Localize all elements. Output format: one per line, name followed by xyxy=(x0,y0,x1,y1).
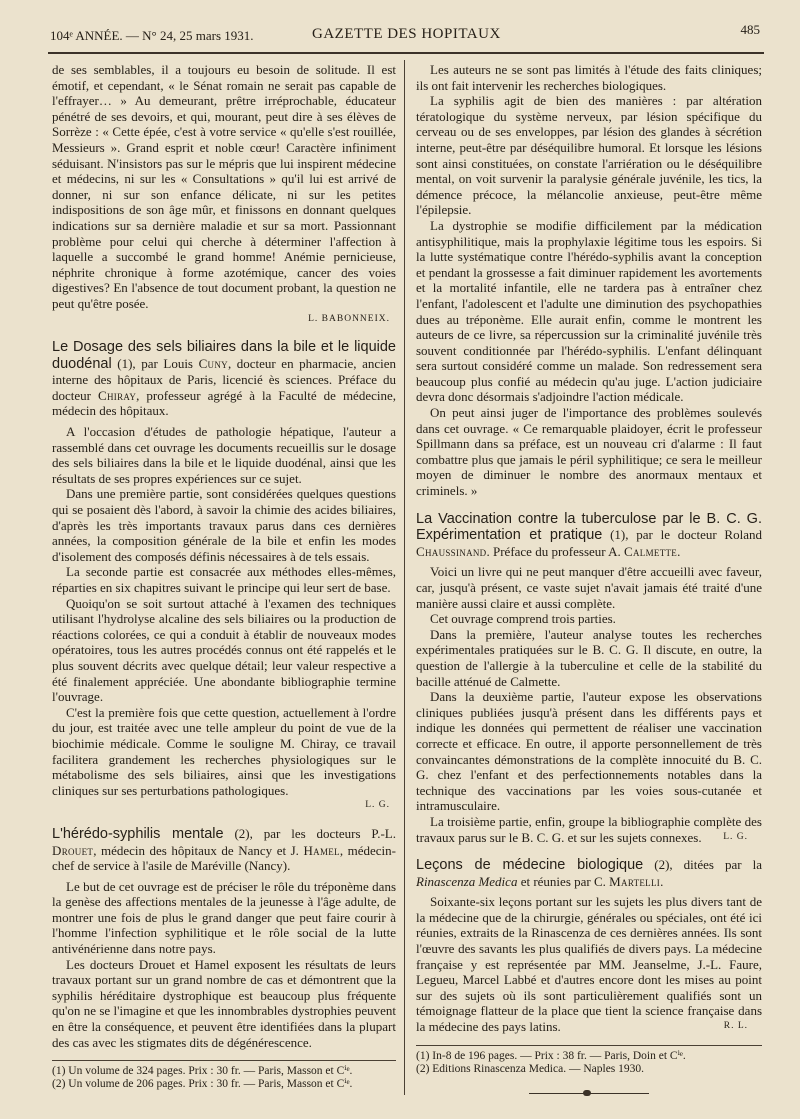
drouet-title: L'hérédo-syphilis mentale xyxy=(52,825,224,842)
martelli-review-heading xyxy=(416,857,762,889)
chaussinand-review-heading xyxy=(416,511,762,560)
drouet-ref: (2), par les docteurs P.-L. xyxy=(223,825,396,841)
chaussinand-paragraph-5 xyxy=(416,814,762,845)
issue-info: 104ᵉ ANNÉE. — N° 24, 25 mars 1931. xyxy=(50,28,254,43)
chaussinand-ref: (1), par le docteur Roland xyxy=(602,527,762,543)
chaussinand-paragraph-1: Voici un livre qui ne peut manquer d'être accueilli avec faveur, car, jusqu'à présent, ce vaste sujet n'avait jamais été traité d'une manière aussi claire et aussi complète. xyxy=(416,564,762,611)
martelli-paragraph-1-text: Soixante-six leçons portant sur les sujets les plus divers tant de la médecine que de la chirurgie, générales ou spéciales, ont été ici réunies, extraits de la Rinascenza de ces dernières années. Ils sont l'œuvre des savants les plus qualifiés de divers pays. La médecine française y est représentée par MM. Jeanselme, J.-L. Faure, Legueu, Marcel Labbé et d'autres encore dont les mises au point sur des sujets où ils sont particulièrement qualifiés sont un témoignage flatteur de la place que tient la science française dans la médecine des pays latins. xyxy=(416,894,762,1035)
footnote-right-1: (1) In-8 de 196 pages. — Prix : 38 fr. — Paris, Doin et Cⁱᵉ. xyxy=(416,1049,686,1062)
martelli-byline-end: . xyxy=(660,873,664,889)
footnote-right-2: (2) Editions Rinascenza Medica. — Naples 1930. xyxy=(416,1062,645,1075)
chaussinand-paragraph-4: Dans la deuxième partie, l'auteur expose les observations cliniques publiées jusqu'à présent dans les différents pays et indique les données qui permettent de réaliser une vaccination correcte et efficace. En outre, il apporte personnellement de très convaincantes démonstrations de la complète innocuité du B. C. G. chez l'enfant et des perfectionnements notables dans la technique des vaccinations par les voies sous-cutanée et intramusculaire. xyxy=(416,689,762,814)
martelli-byline-mid: et réunies par C. xyxy=(517,873,610,889)
cuny-paragraph-1: A l'occasion d'études de pathologie hépatique, l'auteur a rassemblé dans cet ouvrage les documents recueillis sur le dosage des sels biliaires dans la bile et le liquide duodénal, ainsi que les résultats de ses propres expériences sur ce sujet. xyxy=(52,424,396,486)
cuny-paragraph-3: La seconde partie est consacrée aux méthodes elles-mêmes, réparties en six chapitres suivant le principe qui leur sert de base. xyxy=(52,564,396,595)
drouet-author-2: Hamel xyxy=(303,842,340,858)
babonneix-review-end: de ses semblables, il a toujours eu besoin de solitude. Il est émotif, et cependant, « le Sénat romain ne serait pas capable de l'effrayer… » Au demeurant, prêtre irréprochable, éducateur pénétré de ses devoirs, et qui, mourant, peut dire à ses élèves de Sorrèze : « Cette épée, c'est à votre service « qu'elle s'est rouillée, Messieurs ». Grand esprit et noble cœur! Caractère infiniment séduisant. N'insistors pas sur le mépris que lui inspirent médecine et médecins, ni sur les « Consultations » qu'il lui est arrivé de donner, ni sur son enfance délicate, ni sur les petites indispositions de son âge mûr, et finissons en donnant quelques indications sur sa dernière maladie et sur sa mort. Passionnant problème pour celui qui cherche à déterminer l'affection à laquelle a succombé le grand homme! Anémie pernicieuse, néphrite chronique à forme azotémique, cancer des voies digestives? En l'absence de tout document probant, la question ne peut qu'être posée. xyxy=(52,62,396,311)
footnote-left-2: (2) Un volume de 206 pages. Prix : 30 fr. — Paris, Masson et Cⁱᵉ. xyxy=(52,1078,353,1091)
left-footnotes xyxy=(52,1060,396,1091)
drouet-review-heading xyxy=(52,826,396,874)
drouet-paragraph-2: Les docteurs Drouet et Hamel exposent les résultats de leurs travaux portant sur un grand nombre de cas et démontrent que la syphilis héréditaire dystrophique est beaucoup plus fréquente qu'on ne se l'imagine et que les innombrables dystrophies peuvent en être la conséquence, et peuvent être identifiées dans la plupart des cas avec les stigmates dits de dégénérescence. xyxy=(52,956,396,1050)
cuny-ref: (1), par Louis xyxy=(111,355,199,371)
chaussinand-author: Chaussinand xyxy=(416,543,487,559)
running-header xyxy=(50,22,760,44)
cuny-review-heading xyxy=(52,339,396,419)
drouet-byline-end: , médecin-chef de service à l'asile de Maréville (Nancy). xyxy=(52,842,396,874)
martelli-ref: (2), ditées par la xyxy=(643,857,762,873)
drouet-paragraph-5: La dystrophie se modifie difficilement par la médication antisyphilitique, mais la prophylaxie légitime tous les espoirs. Si la lutte systématique contre l'hérédo-syphilis avant la conception et pendant la grossesse a fait diminuer rapidement les avortements et la mortalité infantile, elle ne tardera pas à entraîner chez l'enfant, l'adolescent et l'adulte une diminution des psychopathies dues au tréponème. Elle aurait enfin, comme le montrent les auteurs de ce livre, sa répercussion sur la criminalité juvénile très souvent conditionnée par l'hérédo-syphilis. L'enfant délinquant sera surtout considéré comme un malade. Son redressement sera beaucoup plus confié au médecin qu'au juge. L'action judiciaire devra donc désormais s'adjoindre l'action médicale. xyxy=(416,217,762,405)
ornament-center xyxy=(583,1090,591,1096)
end-ornament xyxy=(529,1090,649,1096)
cuny-author: Cuny xyxy=(198,355,228,371)
cuny-paragraph-5: C'est la première fois que cette question, actuellement à l'ordre du jour, est traitée avec une telle ampleur du point de vue de la biochimie médicale. Comme le souligne M. Chiray, ce travail facilitera grandement les recherches physiologiques sur le métabolisme des sels biliaires, ainsi que les investigations cliniques sur ses perturbations pathologiques. xyxy=(52,704,396,798)
right-footnotes xyxy=(416,1045,762,1076)
chaussinand-preface-author: Calmette xyxy=(624,543,678,559)
page-number: 485 xyxy=(740,22,760,37)
footnote-left-1: (1) Un volume de 324 pages. Prix : 30 fr. — Paris, Masson et Cⁱᵉ. xyxy=(52,1065,353,1078)
chaussinand-byline-end: . xyxy=(677,543,681,559)
cuny-byline-end: , professeur agrégé à la Faculté de médecine, médecin des hôpitaux. xyxy=(52,387,396,419)
journal-title: GAZETTE DES HOPITAUX xyxy=(312,26,501,42)
drouet-paragraph-3: Les auteurs ne se sont pas limités à l'étude des faits cliniques; ils ont fait intervenir les recherches biologiques. xyxy=(416,62,762,93)
cuny-byline: , docteur en pharmacie, ancien interne des hôpitaux de Paris, licencié ès sciences. Préface du docteur xyxy=(52,355,396,403)
column-divider xyxy=(404,60,405,1095)
martelli-title: Leçons de médecine biologique xyxy=(416,857,644,874)
martelli-author: Martelli xyxy=(609,873,661,889)
drouet-paragraph-1: Le but de cet ouvrage est de préciser le rôle du tréponème dans la genèse des affections mentales de la jeunesse à l'âge adulte, de montrer une fois de plus le grand danger que peut faire courir à l'homme l'infection syphilitique et le rôle social de la lutte antivénérienne dans notre pays. xyxy=(52,878,396,957)
cuny-signature: L. G. xyxy=(365,800,390,811)
cuny-paragraph-2: Dans une première partie, sont considérées quelques questions qui se posaient dès l'abord, à savoir la chimie des acides biliaires, d'après les très importants travaux parus dans ces dernières années, la composition générale de la bile et enfin les modes d'isolement des composés définis nécessaires à de tels essais. xyxy=(52,486,396,564)
chaussinand-paragraph-2: Cet ouvrage comprend trois parties. xyxy=(430,611,616,627)
babonneix-signature: L. BABONNEIX. xyxy=(308,313,390,324)
left-column xyxy=(52,62,396,1104)
martelli-publisher: Rinascenza Medica xyxy=(416,873,518,889)
drouet-byline-mid: , médecin des hôpitaux de Nancy et J. xyxy=(93,842,304,858)
cuny-preface-author: Chiray xyxy=(98,387,137,403)
right-column xyxy=(416,62,762,1104)
header-rule xyxy=(48,52,764,54)
martelli-paragraph-1 xyxy=(416,894,762,1034)
chaussinand-paragraph-5-text: La troisième partie, enfin, groupe la bibliographie complète des travaux parus sur le B. C. G. et sur les sujets connexes. xyxy=(416,813,762,845)
drouet-paragraph-4: La syphilis agit de bien des manières : par altération tératologique du système nerveux, par lésion spécifique du cerveau ou de ses enveloppes, par lésion des glandes à sécrétion interne, peut-être par déséquilibre humoral. Et lorsque les lésions sont ainsi constituées, on constate l'arriération ou le déséquilibre mental, on voit survenir la paralysie générale juvénile, les tics, la démence précoce, la mélancolie anxieuse, peut-être même l'épilepsie. xyxy=(416,93,762,218)
chaussinand-title: La Vaccination contre la tuberculose par le B. C. G. Expérimentation et pratique xyxy=(416,510,762,544)
drouet-paragraph-6: On peut ainsi juger de l'importance des problèmes soulevés dans cet ouvrage. « Ce remarquable plaidoyer, écrit le professeur Spillmann dans sa préface, est un nouveau cri d'alarme : Il faut combattre plus que jamais le péril syphilitique; ce sera le meilleur moyen de diminuer le nombre des anormaux mentaux et criminels. » xyxy=(416,405,762,499)
martelli-signature: R. L. xyxy=(723,1021,748,1032)
cuny-paragraph-4: Quoiqu'on se soit surtout attaché à l'examen des techniques utilisant l'hydrolyse alcaline des sels biliaires ou la production de réactions colorées, ce qui a conduit à établir de nouveaux modes opératoires, tous les autres procédés connus ont été rappelés et le plus souvent décrits avec quelque détail; leur valeur respective a été finalement appréciée. Une abondante bibliographie termine l'ouvrage. xyxy=(52,595,396,705)
chaussinand-signature: L. G. xyxy=(723,831,748,842)
chaussinand-paragraph-3: Dans la première, l'auteur analyse toutes les recherches expérimentales pratiquées sur le B. C. G. Il discute, en outre, la question de l'allergie à la tuberculine et celle de la stabilité du bacille atténué de Calmette. xyxy=(416,626,762,689)
chaussinand-byline-mid: . Préface du professeur A. xyxy=(486,543,625,559)
drouet-author-1: Drouet xyxy=(52,842,94,858)
cuny-title: Le Dosage des sels biliaires dans la bile et le liquide duodénal xyxy=(52,339,396,372)
